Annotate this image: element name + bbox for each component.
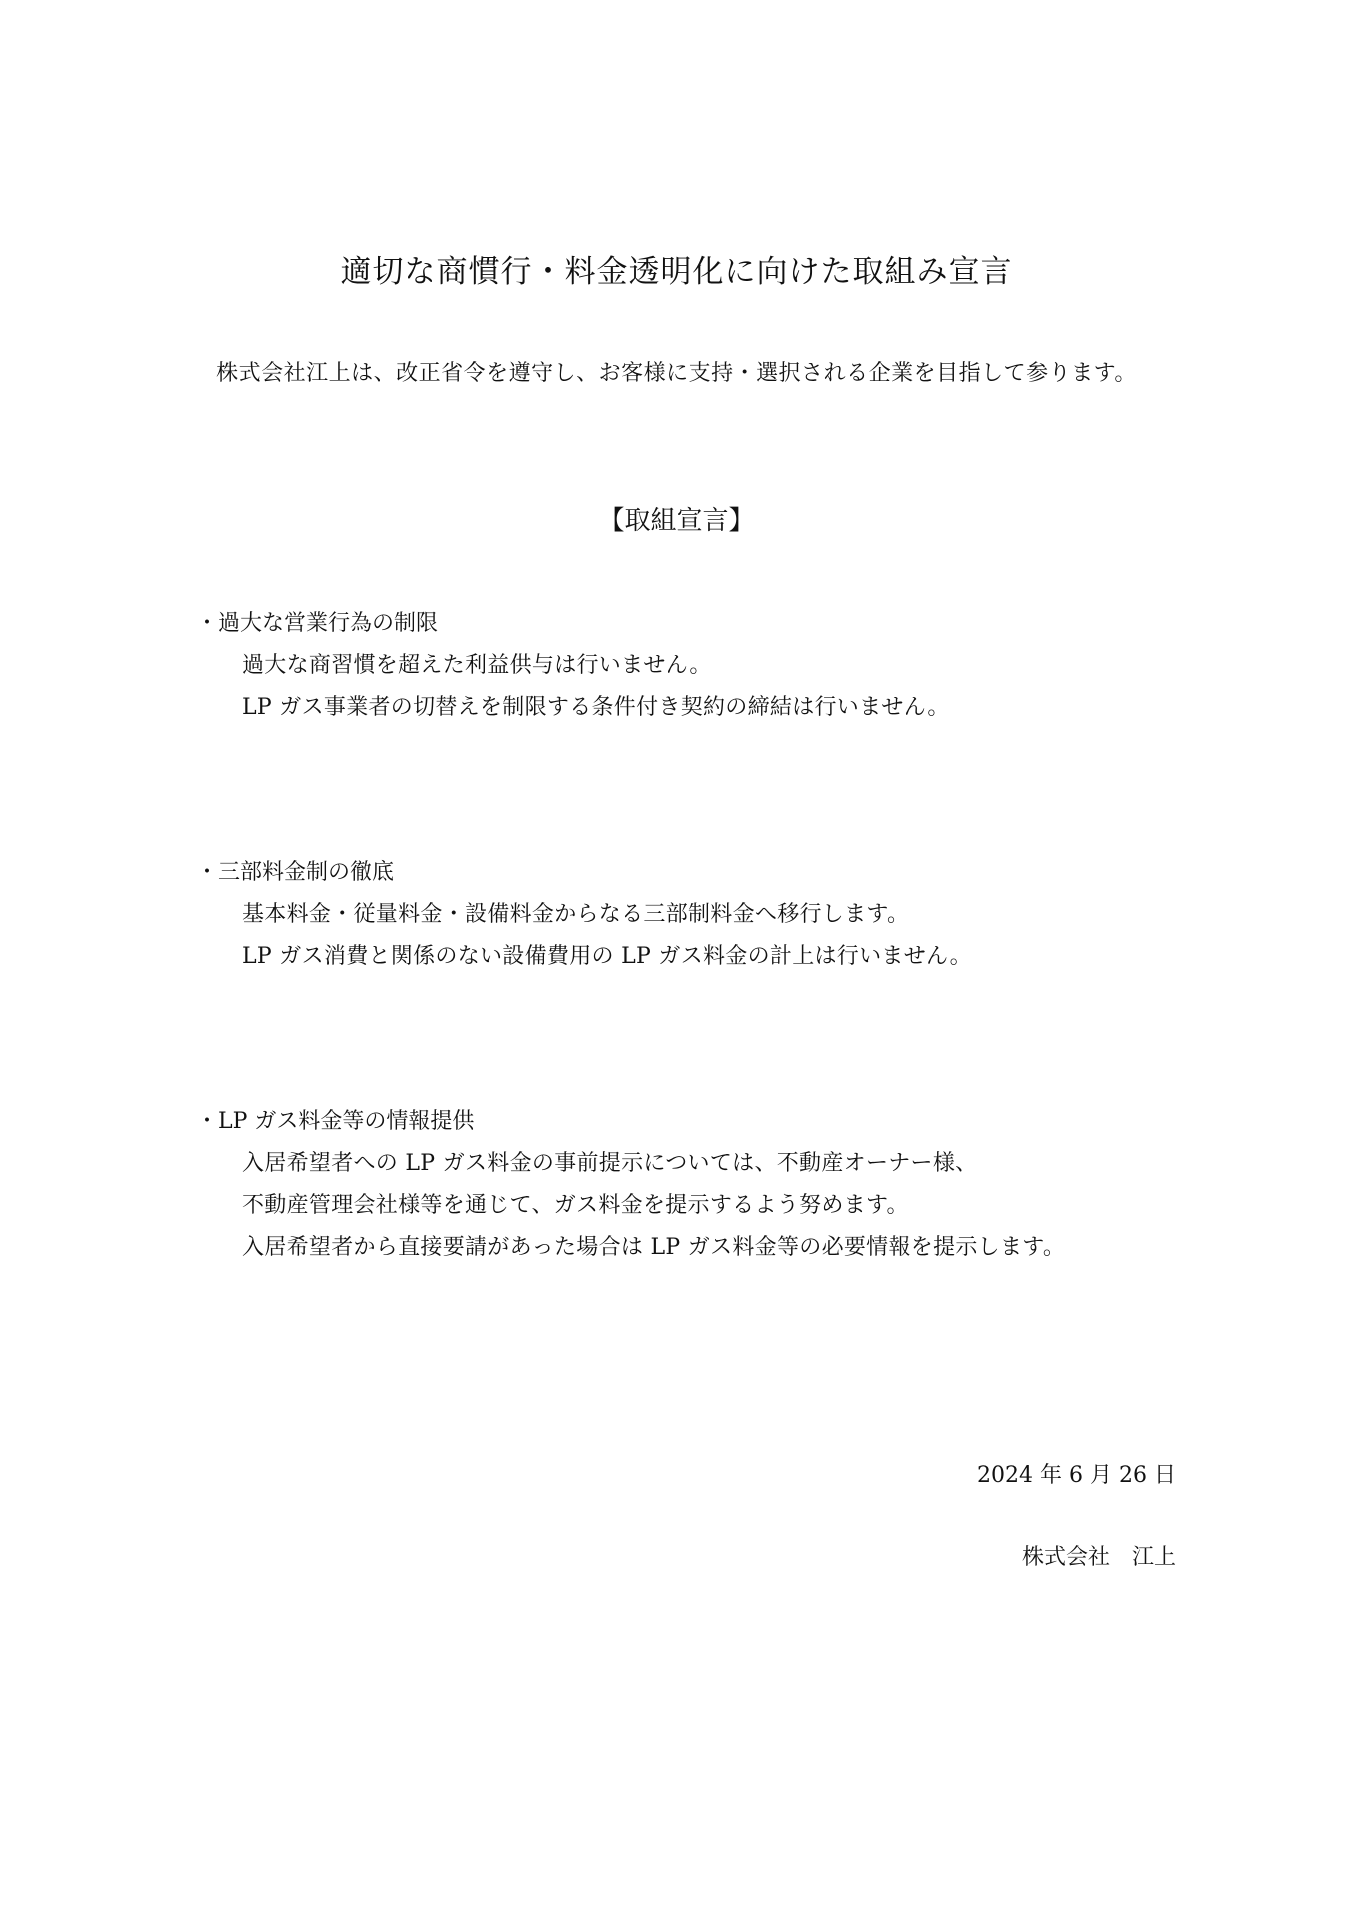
section-line: 入居希望者への LP ガス料金の事前提示については、不動産オーナー様、 (242, 1151, 978, 1176)
section-three-part-pricing (196, 852, 1196, 978)
section-heading: ・過大な営業行為の制限 (196, 611, 439, 636)
section-line: LP ガス消費と関係のない設備費用の LP ガス料金の計上は行いません。 (242, 944, 972, 969)
section-sales-restriction (196, 603, 1196, 729)
section-line: LP ガス事業者の切替えを制限する条件付き契約の締結は行いません。 (242, 695, 950, 720)
intro-statement: 株式会社江上は、改正省令を遵守し、お客様に支持・選択される企業を目指して参ります。 (216, 361, 1137, 386)
document-date: 2024 年 6 月 26 日 (977, 1463, 1176, 1488)
section-line: 不動産管理会社様等を通じて、ガス料金を提示するよう努めます。 (242, 1193, 909, 1218)
section-line: 過大な商習慣を超えた利益供与は行いません。 (242, 653, 712, 678)
section-line: 入居希望者から直接要請があった場合は LP ガス料金等の必要情報を提示します。 (242, 1235, 1066, 1260)
document-title: 適切な商慣行・料金透明化に向けた取組み宣言 (340, 254, 1013, 290)
company-name: 株式会社 江上 (1021, 1545, 1176, 1570)
section-heading: ・LP ガス料金等の情報提供 (196, 1109, 475, 1134)
declaration-heading: 【取組宣言】 (598, 506, 755, 536)
section-heading: ・三部料金制の徹底 (196, 860, 395, 885)
section-price-information (196, 1101, 1196, 1269)
section-line: 基本料金・従量料金・設備料金からなる三部制料金へ移行します。 (242, 902, 910, 927)
